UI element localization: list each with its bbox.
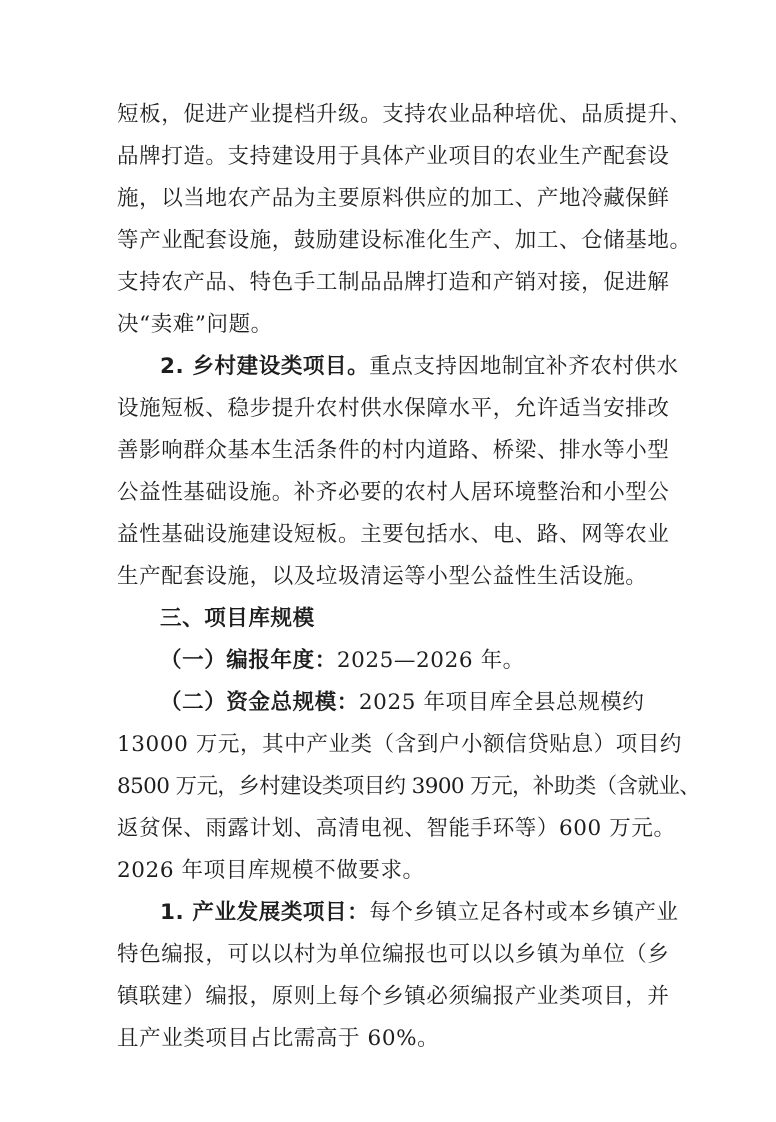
p2-line-1 (160, 353, 679, 381)
section-3-heading: 三、项目库规模 (160, 606, 315, 631)
p1-line-2: 品牌打造。支持建设用于具体产业项目的农业生产配套设 (117, 144, 670, 169)
p1-line-4: 等产业配套设施，鼓励建设标准化生产、加工、仓储基地。 (117, 228, 692, 253)
p3-text: 2025—2026 年。 (336, 648, 525, 673)
p5-line-4: 且产业类项目占比需高于 60%。 (117, 1026, 440, 1051)
p2-line-3: 善影响群众基本生活条件的村内道路、桥梁、排水等小型 (117, 438, 670, 463)
p4-line-4: 返贫保、雨露计划、高清电视、智能手环等）600 万元。 (117, 816, 676, 841)
p4-label: （二）资金总规模： (160, 690, 359, 715)
p5-line-1-text: 每个乡镇立足各村或本乡镇产业 (369, 900, 679, 925)
p2-label: 2. 乡村建设类项目。 (160, 354, 370, 379)
p1-line-5: 支持农产品、特色手工制品品牌打造和产销对接，促进解 (117, 270, 670, 295)
p3-label: （一）编报年度： (160, 648, 337, 673)
p4-line-2: 13000 万元，其中产业类（含到户小额信贷贴息）项目约 (117, 732, 683, 757)
p4-line-5: 2026 年项目库规模不做要求。 (117, 858, 425, 883)
p2-line-5: 益性基础设施建设短板。主要包括水、电、路、网等农业 (117, 522, 670, 547)
p1-line-6: 决“卖难”问题。 (117, 312, 273, 337)
p4-line-1-text: 2025 年项目库全县总规模约 (358, 690, 645, 715)
p1-line-3: 施，以当地农产品为主要原料供应的加工、产地冷藏保鲜 (117, 186, 670, 211)
p2-line-6: 生产配套设施，以及垃圾清运等小型公益性生活设施。 (117, 564, 648, 589)
p1-line-1: 短板，促进产业提档升级。支持农业品种培优、品质提升、 (117, 102, 692, 127)
p5-line-2: 特色编报，可以以村为单位编报也可以以乡镇为单位（乡 (117, 942, 670, 967)
p2-line-2: 设施短板、稳步提升农村供水保障水平，允许适当安排改 (117, 396, 670, 421)
p5-label: 1. 产业发展类项目： (160, 900, 370, 925)
p2-line-1-text: 重点支持因地制宜补齐农村供水 (369, 354, 679, 379)
p4-line-1 (160, 689, 644, 717)
p2-line-4: 公益性基础设施。补齐必要的农村人居环境整治和小型公 (117, 480, 670, 505)
p5-line-1 (160, 899, 679, 927)
p4-line-3: 8500 万元，乡村建设类项目约 3900 万元，补助类（含就业、 (117, 774, 701, 799)
p3-line-1 (160, 647, 525, 675)
p5-line-3: 镇联建）编报，原则上每个乡镇必须编报产业类项目，并 (117, 984, 670, 1009)
